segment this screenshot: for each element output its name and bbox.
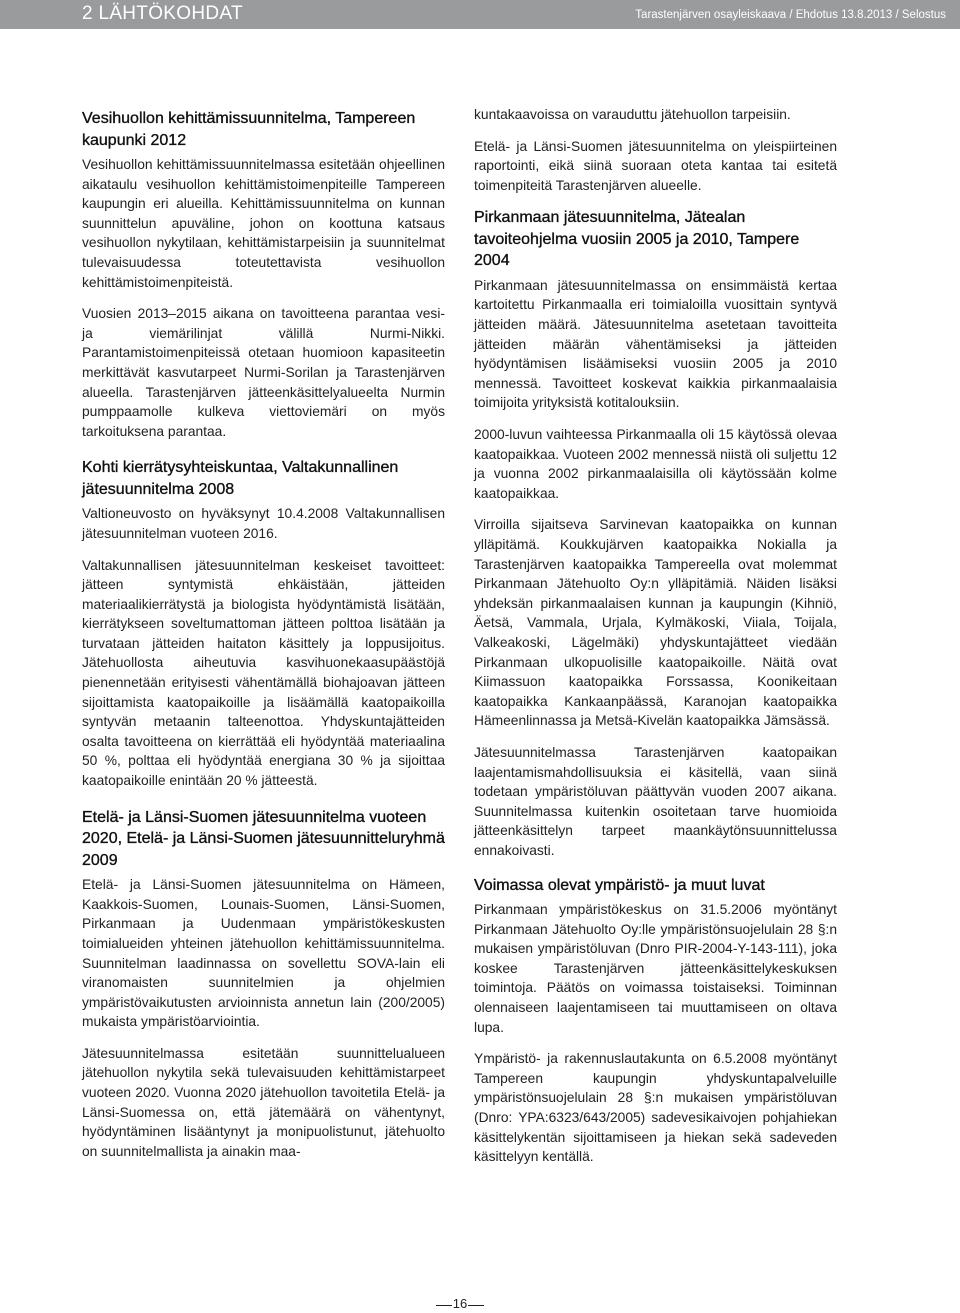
- footer-rule-right: [468, 1305, 484, 1306]
- paragraph: Valtioneuvosto on hyväksynyt 10.4.2008 Valtakunnallisen jätesuunnitelman vuoteen 2016.: [82, 506, 445, 541]
- paragraph: Ympäristö- ja rakennuslautakunta on 6.5.2008 myöntänyt Tampereen kaupungin yhdyskuntapalveluille ympäristönsuojelulain 28 §:n mukaisen ympäristöluvan (Dnro: YPA:6323/643/2005) sadevesikaivojen pohjahiekan käsittelykentän sijoittamiseen ja hiekan sekä sadeveden käsittelyyn kentällä.: [474, 1051, 837, 1165]
- document-title: Tarastenjärven osayleiskaava / Ehdotus 13.8.2013 / Selostus: [635, 9, 946, 21]
- paragraph: Jätesuunnitelmassa esitetään suunnittelualueen jätehuollon nykytila sekä tulevaisuuden kehittämistarpeet vuoteen 2020. Vuonna 2020 jätehuollon tavoitetila Etelä- ja Länsi-Suomessa on, että jätemäärä on vähentynyt, hyödyntäminen lisääntynyt ja monipuolistunut, jätehuolto on suunnitelmallista ja ainakin maa-: [82, 1045, 445, 1159]
- heading-pirkanmaa: Pirkanmaan jätesuunnitelma, Jätealan tavoiteohjelma vuosiin 2005 ja 2010, Tampere 2004: [474, 209, 800, 270]
- heading-luvat: Voimassa olevat ympäristö- ja muut luvat: [474, 876, 765, 894]
- paragraph: Pirkanmaan ympäristökeskus on 31.5.2006 myöntänyt Pirkanmaan Jätehuolto Oy:lle ympäristönsuojelulain 28 §:n mukaisen ympäristöluvan (Dnro PIR-2004-Y-143-111), joka koskee Tarastenjärven jätteenkäsittelykeskuksen toimintoja. Päätös on voimassa toistaiseksi. Toiminnan olennaiseen laajentamiseen tai muuttamiseen on oltava lupa.: [474, 902, 837, 1035]
- paragraph: Valtakunnallisen jätesuunnitelman keskeiset tavoitteet: jätteen syntymistä ehkäistään, jätteiden materiaalikierrätystä ja biologista hyödyntämistä lisätään, kierrätykseen soveltumattoman jätteen polttoa lisätään ja turvataan jätteiden haitaton käsittely ja loppusijoitus. Jätehuollosta aiheutuvia kasvihuonekaasupäästöjä pienennetään erityisesti vähentämällä biohajoavan jätteen sijoittamista kaatopaikoille ja lisäämällä kaatopaikoilla syntyvän metaanin talteenottoa. Yhdyskuntajätteiden osalta tavoitteena on kierrättää eli hyödyntää materiaalina 50 %, polttaa eli hyödyntää energiana 30 % ja sijoittaa kaatopaikoille enintään 20 % jätteestä.: [82, 557, 445, 789]
- heading-vesihuolto: Vesihuollon kehittämissuunnitelma, Tampereen kaupunki 2012: [82, 110, 416, 149]
- paragraph: Vesihuollon kehittämissuunnitelmassa esitetään ohjeellinen aikataulu vesihuollon kehittämistoimenpiteille Tampereen kaupungin eri alueilla. Kehittämissuunnitelma on kunnan suunnittelun apuväline, johon on koottuna katsaus vesihuollon nykytilaan, kehittämistarpeisiin ja suunnitelmat tulevaisuudessa toteutettavista vesihuollon kehittämistoimenpiteistä.: [82, 157, 445, 290]
- paragraph: Pirkanmaan jätesuunnitelmassa on ensimmäistä kertaa kartoitettu Pirkanmaalla eri toimialoilla vuosittain syntyvä jätteiden määrä. Jätesuunnitelma asetetaan tavoitteita jätteiden määrän vähentämiseksi ja jätteiden hyödyntämisen lisäämiseksi vuosiin 2005 ja 2010 mennessä. Tavoitteet koskevat kaikkia pirkanmaalaisia toimijoita yrityksistä kotitalouksiin.: [474, 277, 837, 411]
- page-number: 16: [452, 1296, 468, 1311]
- paragraph: Vuosien 2013‒2015 aikana on tavoitteena parantaa vesi- ja viemärilinjat välillä Nurmi-Nikki. Parantamistoimenpiteissä otetaan huomioon kapasiteetin merkittävät kasvutarpeet Nurmi-Sorilan ja Tarastenjärven alueella. Tarastenjärven jätteenkäsittelyalueelta Nurmin pumppaamolle kulkeva viettoviemäri on myös tarkoituksena parantaa.: [82, 306, 445, 439]
- paragraph: Etelä- ja Länsi-Suomen jätesuunnitelma on Hämeen, Kaakkois-Suomen, Lounais-Suomen, Länsi-Suomen, Pirkanmaan ja Uudenmaan ympäristökeskusten toimialueiden yhteinen jätehuollon kehittämissuunnitelma. Suunnitelman laadinnassa on sovellettu SOVA-lain eli viranomaisten suunnitelmien ja ohjelmien ympäristövaikutusten arvioinnista annetun lain (200/2005) mukaista ympäristöarviointia.: [82, 877, 445, 1030]
- page-header: [0, 0, 960, 29]
- section-title: 2 LÄHTÖKOHDAT: [82, 3, 243, 24]
- left-column: [82, 108, 445, 1173]
- paragraph: Virroilla sijaitseva Sarvinevan kaatopaikka on kunnan ylläpitämä. Koukkujärven kaatopaikka Nokialla ja Tarastenjärven kaatopaikka Tampereella ovat molemmat Pirkanmaan Jätehuolto Oy:n ylläpitämiä. Näiden lisäksi yhdeksän pirkanmaalaisen kunnan ja kaupungin (Kihniö, Äetsä, Vammala, Urjala, Kylmäkoski, Viiala, Toijala, Valkeakoski, Lägelmäki) yhdyskuntajätteet viedään Pirkanmaan ulkopuolisille kaatopaikoille. Näitä ovat Kiimassuon kaatopaikka Forssassa, Koonikeitaan kaatopaikka Kankaanpäässä, Karanojan kaatopaikka Hämeenlinnassa ja Metsä-Kivelän kaatopaikka Jämsässä.: [474, 517, 837, 729]
- footer-rule-left: [436, 1305, 452, 1306]
- paragraph: Jätesuunnitelmassa Tarastenjärven kaatopaikan laajentamismahdollisuuksia ei käsitellä, vaan siinä todetaan ympäristöluvan päättyvän vuoden 2007 aikana. Suunnitelmassa kuitenkin osoitetaan tarve huomioida jätteenkäsittelyn tarpeet maankäytönsuunnittelussa ennakoivasti.: [474, 744, 837, 858]
- paragraph: kuntakaavoissa on varauduttu jätehuollon tarpeisiin.: [474, 107, 791, 122]
- heading-etela-lansi-suomi: Etelä- ja Länsi-Suomen jätesuunnitelma vuoteen 2020, Etelä- ja Länsi-Suomen jätesuunnitteluryhmä 2009: [82, 808, 445, 869]
- right-column: [474, 105, 837, 1179]
- page-footer: [0, 1295, 960, 1313]
- paragraph: 2000-luvun vaihteessa Pirkanmaalla oli 15 käytössä olevaa kaatopaikkaa. Vuoteen 2002 mennessä niistä oli suljettu 12 ja vuonna 2002 pirkanmaalaisilla oli käytössään kolme kaatopaikkaa.: [474, 427, 837, 501]
- paragraph: Etelä- ja Länsi-Suomen jätesuunnitelma on yleispiirteinen raportointi, eikä siinä suoraan oteta kantaa tai esitetä toimenpiteitä Tarastenjärven alueelle.: [474, 138, 837, 193]
- heading-valtakunnallinen: Kohti kierrätysyhteiskuntaa, Valtakunnallinen jätesuunnitelma 2008: [82, 459, 399, 498]
